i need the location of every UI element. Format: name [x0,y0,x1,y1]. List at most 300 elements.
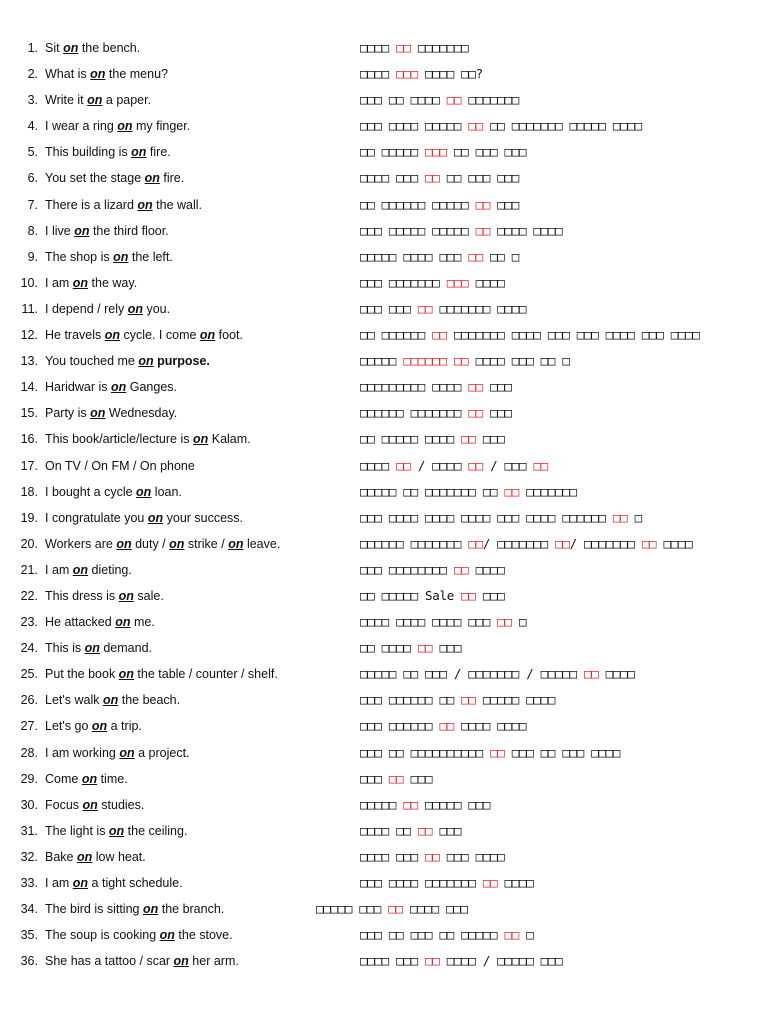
english-sentence [45,296,170,322]
translation-segment: □ [518,927,534,943]
translation-segment: □□□ [475,431,505,447]
translation-segment: □□□□ [360,40,397,55]
preposition-highlight: on [119,745,135,760]
english-text: Ganges. [126,380,178,395]
english-text: I wear a ring [45,119,118,134]
english-text: This dress is [45,588,119,603]
list-item [0,322,768,348]
item-number: 16. [20,432,38,447]
translation-segment: □□□□□ □□ □□□ / □□□□□□□ / □□□□□ [360,666,584,682]
item-number: 2. [27,67,38,82]
english-sentence [45,61,168,87]
english-text: fire. [146,145,171,160]
english-sentence [45,35,140,61]
translation-highlight: □□□□□□ □□ [403,353,469,369]
item-number: 20. [20,536,38,551]
english-text: the beach. [118,693,181,708]
english-text: the ceiling. [124,823,188,838]
translation-highlight: □□ [468,248,483,264]
list-item [0,713,768,739]
english-text: loan. [151,484,182,499]
translation-segment: □□ □□□ □□□ [439,170,519,186]
english-text: The light is [45,823,109,838]
english-sentence [45,322,243,348]
english-text: Sit [45,41,64,55]
translation-segment: □□ □□□□ [360,640,418,656]
translation-text [360,583,505,609]
translation-text [360,922,533,948]
translation-highlight: □□ [475,196,491,212]
english-text: leave. [243,536,281,551]
translation-text [316,896,468,922]
english-text: I live [45,223,75,238]
translation-segment: □□□□□ □□□ [417,796,491,812]
translation-highlight: □□ [425,170,440,186]
english-text: her arm. [188,954,239,969]
translation-segment: □□□□□□□ [518,483,577,499]
translation-segment: □□ □□□□□□ [360,327,433,343]
english-text: He travels [45,328,105,343]
english-text: Come [45,771,82,786]
item-number: 10. [20,275,38,290]
english-text: a paper. [102,93,152,108]
translation-text [360,687,555,713]
english-text: The shop is [45,249,114,264]
english-text: I congratulate you [45,510,148,525]
item-number: 34. [20,902,38,917]
translation-segment: / □□□□ [410,457,469,473]
english-text: Party is [45,406,91,421]
preposition-highlight: on [173,954,189,969]
english-text: The soup is cooking [45,928,160,943]
translation-text [360,192,519,218]
item-number: 24. [20,641,38,656]
list-item [0,844,768,870]
translation-highlight: □□ [468,457,483,473]
translation-highlight: □□ [388,770,404,786]
translation-segment: □□□□□ [360,796,404,812]
list-item [0,583,768,609]
list-item [0,374,768,400]
translation-text [360,35,468,61]
translation-highlight: □□ [439,718,454,734]
list-item [0,896,768,922]
english-text: the bench. [78,41,141,55]
preposition-highlight: on [192,432,209,447]
english-sentence [45,192,202,218]
translation-segment: □□□ □□□□□□ [360,718,440,734]
english-sentence [45,479,182,505]
translation-highlight: □□ [461,587,476,603]
list-item [0,479,768,505]
translation-highlight: □□ [396,457,411,473]
translation-segment: □ [627,509,642,525]
preposition-highlight: on [115,615,131,630]
preposition-highlight: on [113,249,129,264]
translation-segment: □□□□ □□□ [360,953,426,969]
preposition-highlight: on [63,41,79,55]
translation-highlight: □□ [468,535,483,551]
preposition-highlight: on [159,928,175,943]
english-text: Focus [45,797,83,812]
list-item [0,87,768,113]
translation-segment: □□□□□□ □□□□□□□ [360,535,469,551]
english-text: the way. [88,275,138,290]
translation-text [360,505,642,531]
english-text: I am [45,275,73,290]
list-item [0,35,768,61]
english-text: the menu? [105,67,168,82]
preposition-highlight: on [111,380,127,395]
english-text: the stove. [174,928,233,943]
list-item [0,218,768,244]
translation-segment: □□□ □□□□□□□□ [360,561,454,577]
translation-segment: / □□□ [482,457,534,473]
english-sentence [45,948,239,974]
translation-segment: □□□□□□ □□□□□□□ [360,405,469,421]
item-number: 4. [27,119,38,134]
translation-text [360,948,562,974]
english-text: She has a tattoo / scar [45,954,174,969]
list-item [0,609,768,635]
preposition-highlight: on [104,328,121,343]
translation-text [360,635,461,661]
translation-segment: □□□□ [360,457,397,473]
translation-segment: □□□□□ □□□□ [475,692,556,708]
translation-highlight: □□ [641,535,657,551]
preposition-highlight: on [72,562,89,577]
translation-text [360,165,519,191]
list-item [0,766,768,792]
translation-segment: □□□□□ [360,353,404,369]
translation-segment: □□□□ □□ [360,822,418,838]
translation-segment: □□□ [432,640,462,656]
preposition-highlight: on [76,849,93,864]
translation-text [360,244,519,270]
list-item [0,113,768,139]
english-sentence [45,792,144,818]
translation-highlight: □□ [461,431,476,447]
translation-highlight: □□ [504,927,519,943]
list-item [0,818,768,844]
translation-segment: □□□□□□□ [461,92,519,108]
translation-segment: □□□□□ □□ □□□□□□□ □□ [360,483,505,499]
translation-highlight: □□ [461,692,476,708]
translation-segment: □□□□ □□□ [402,901,468,917]
list-item [0,792,768,818]
english-text: Wednesday. [105,406,178,421]
translation-segment: □□□□ □□□ [360,170,426,186]
translation-segment: □□□ [360,770,389,786]
english-sentence [45,244,173,270]
english-text: strike / [184,536,229,551]
english-text: the branch. [158,902,225,917]
preposition-highlight: on [147,510,164,525]
translation-segment: □□□ □□□□ □□□□□□□ [360,875,483,890]
english-text: I am [45,562,73,577]
translation-highlight: □□ [403,796,418,812]
english-text: Write it [45,93,88,108]
preposition-highlight: on [90,406,106,421]
english-text: There is a lizard [45,197,138,212]
preposition-highlight: on [102,693,119,708]
item-number: 13. [20,354,38,369]
preposition-highlight: on [72,275,89,290]
translation-segment: □□□ □□□□□□□ [360,274,447,290]
english-text: I bought a cycle [45,484,137,499]
list-item [0,453,768,479]
translation-text [360,766,432,792]
english-sentence [45,687,180,713]
list-item [0,270,768,296]
english-text: This book/article/lecture is [45,432,193,447]
english-sentence [45,713,142,739]
translation-segment: □□□ □□□□ □□□□□ [360,118,469,134]
translation-segment: □□□ □□□□ □□□□ □□□□ □□□ □□□□ □□□□□□ [360,509,613,525]
translation-segment: □□□ □□□□□□ □□ [360,692,462,708]
english-sentence [45,609,155,635]
item-number: 36. [20,954,38,969]
translation-highlight: □□ [533,457,548,473]
translation-segment: □□□ □□ □□□□□□□□□□ [360,744,491,760]
english-text: you. [142,301,171,316]
translation-highlight: □□ [425,953,440,969]
translation-segment: □□□□ [360,66,397,82]
english-sentence [45,165,184,191]
english-text: studies. [97,797,145,812]
translation-highlight: □□ [468,118,483,134]
english-sentence [45,922,233,948]
translation-highlight: □□ [497,614,512,630]
preposition-highlight: on [142,902,159,917]
english-text: I am [45,876,73,890]
translation-segment: □□□□ [656,535,693,551]
translation-text [360,87,519,113]
item-number: 26. [20,693,38,708]
item-number: 29. [20,771,38,786]
translation-highlight: □□□ [446,274,469,290]
preposition-highlight: on [90,67,106,82]
english-text: purpose. [157,354,210,369]
translation-segment: □□ □□□□□□ □□□□□ [360,196,476,212]
translation-segment: □□□□ [468,561,505,577]
preposition-highlight: on [118,588,134,603]
item-number: 14. [20,380,38,395]
item-number: 12. [20,328,38,343]
english-sentence [45,661,278,687]
list-item [0,505,768,531]
translation-text [360,218,562,244]
list-item [0,348,768,374]
translation-text [360,870,533,896]
english-sentence [45,400,177,426]
translation-highlight: □□ [612,509,628,525]
translation-text [360,139,526,165]
translation-highlight: □□ [504,483,519,499]
translation-highlight: □□□ [396,66,418,82]
preposition-highlight: on [199,328,216,343]
translation-highlight: □□ [446,92,462,108]
translation-segment: □□□ □□ □□□ □□ □□□□□ [360,927,505,943]
english-sentence [45,139,171,165]
english-sentence [45,766,128,792]
english-text: the table / counter / shelf. [133,667,278,682]
translation-segment: □□□□ □□□□ [490,222,563,238]
english-text: The bird is sitting [45,902,143,917]
translation-text [360,661,635,687]
english-text: time. [97,771,128,786]
preposition-highlight: on [117,119,133,134]
translation-segment: □□□□ [497,875,534,890]
english-sentence [45,453,195,479]
english-sentence [45,557,132,583]
translation-segment: □□ □□□□□ [360,144,426,160]
item-number: 32. [20,849,38,864]
translation-text [360,609,526,635]
list-item [0,296,768,322]
preposition-highlight: on [91,719,108,734]
list-item [0,922,768,948]
item-number: 3. [27,93,38,108]
translation-segment: □□ □□□□□ □□□□ [360,431,462,447]
preposition-highlight: on [118,667,134,682]
list-item [0,165,768,191]
item-number: 31. [20,823,38,838]
item-number: 23. [20,615,38,630]
list-item [0,244,768,270]
translation-highlight: □□ [468,379,483,395]
english-text: duty / [131,536,170,551]
english-text: This is [45,641,85,656]
item-number: 21. [20,562,38,577]
translation-segment: □□□□ □□□ [360,848,426,864]
item-number: 25. [20,667,38,682]
translation-text [360,740,620,766]
translation-segment: □□□□□ □□□□ □□□ [360,248,469,264]
translation-text [360,844,505,870]
translation-highlight: □□ [388,901,403,917]
preposition-highlight: on [87,93,103,108]
preposition-highlight: on [74,223,90,238]
item-number: 18. [20,484,38,499]
english-sentence [45,87,151,113]
item-number: 17. [20,458,38,473]
list-item [0,139,768,165]
english-sentence [45,635,152,661]
english-sentence [45,348,210,374]
english-text: Put the book [45,667,119,682]
translation-text [360,426,505,452]
preposition-highlight: on [228,536,244,551]
translation-text [360,557,505,583]
translation-text [360,713,526,739]
translation-segment: □□□□□ □□□ [316,901,389,917]
translation-text [360,296,526,322]
preposition-highlight: on [169,536,185,551]
english-text: I depend / rely [45,301,128,316]
preposition-highlight: on [144,171,160,186]
item-number: 30. [20,797,38,812]
translation-segment: □□□ □□□ [360,300,418,316]
translation-highlight: □□ [475,222,491,238]
english-sentence [45,270,137,296]
english-text: a trip. [107,719,142,734]
list-item [0,635,768,661]
english-text: the left. [128,249,173,264]
translation-text [360,374,512,400]
translation-segment: □□□ □□□□□ □□□□□ [360,222,476,238]
translation-text [360,453,548,479]
translation-text [360,818,461,844]
english-text: You set the stage [45,171,145,186]
translation-segment: □□□ [482,379,512,395]
english-sentence [45,583,164,609]
english-sentence [45,740,190,766]
translation-highlight: □□ [584,666,599,682]
translation-text [360,400,512,426]
translation-segment: □□□□ □□? [417,66,483,82]
item-number: 11. [21,301,38,316]
translation-text [360,322,700,348]
english-text: demand. [99,641,152,656]
translation-highlight: □□ [432,327,447,343]
translation-highlight: □□ [396,40,411,55]
translation-segment: □□□□□□□□□ □□□□ [360,379,469,395]
list-item [0,557,768,583]
english-text: Let's walk [45,693,103,708]
translation-segment: □□□□ [598,666,635,682]
english-text: Workers are [45,536,117,551]
translation-segment: □□□ [482,405,512,421]
translation-highlight: □□ [490,744,505,760]
translation-segment: □□□ [432,822,462,838]
english-text: Bake [45,849,77,864]
translation-segment: □□ □□□□□□□ □□□□□ □□□□ [482,118,642,134]
list-item [0,531,768,557]
english-text: the third floor. [89,223,169,238]
translation-segment: □□□□ □□□ □□ □ [468,353,570,369]
english-text: Let's go [45,719,92,734]
translation-segment: □□ □□□ □□□ [446,144,527,160]
english-text: the wall. [152,197,203,212]
item-number: 22. [20,588,38,603]
item-number: 9. [27,249,38,264]
preposition-highlight: on [127,301,143,316]
preposition-highlight: on [131,145,147,160]
list-item [0,948,768,974]
preposition-highlight: on [82,797,98,812]
translation-segment: □□□□ [468,274,505,290]
item-number: 8. [27,223,38,238]
translation-segment: □□□□ / □□□□□ □□□ [439,953,563,969]
list-item [0,400,768,426]
translation-text [360,113,642,139]
translation-segment: □ [511,614,527,630]
translation-segment: □□□□□□□ [410,40,469,55]
english-text: On TV / On FM / On phone [45,458,195,473]
english-text: me. [130,615,155,630]
translation-segment: □□□ □□ □□□ □□□□ [504,744,621,760]
translation-segment: □□ □ [482,248,519,264]
translation-segment: □□□ □□□□ [439,848,505,864]
list-item [0,426,768,452]
translation-text [360,348,570,374]
english-text: dieting. [88,562,132,577]
translation-segment: / □□□□□□□ [482,535,556,551]
translation-highlight: □□ [417,640,433,656]
english-sentence [45,870,183,896]
list-item [0,740,768,766]
